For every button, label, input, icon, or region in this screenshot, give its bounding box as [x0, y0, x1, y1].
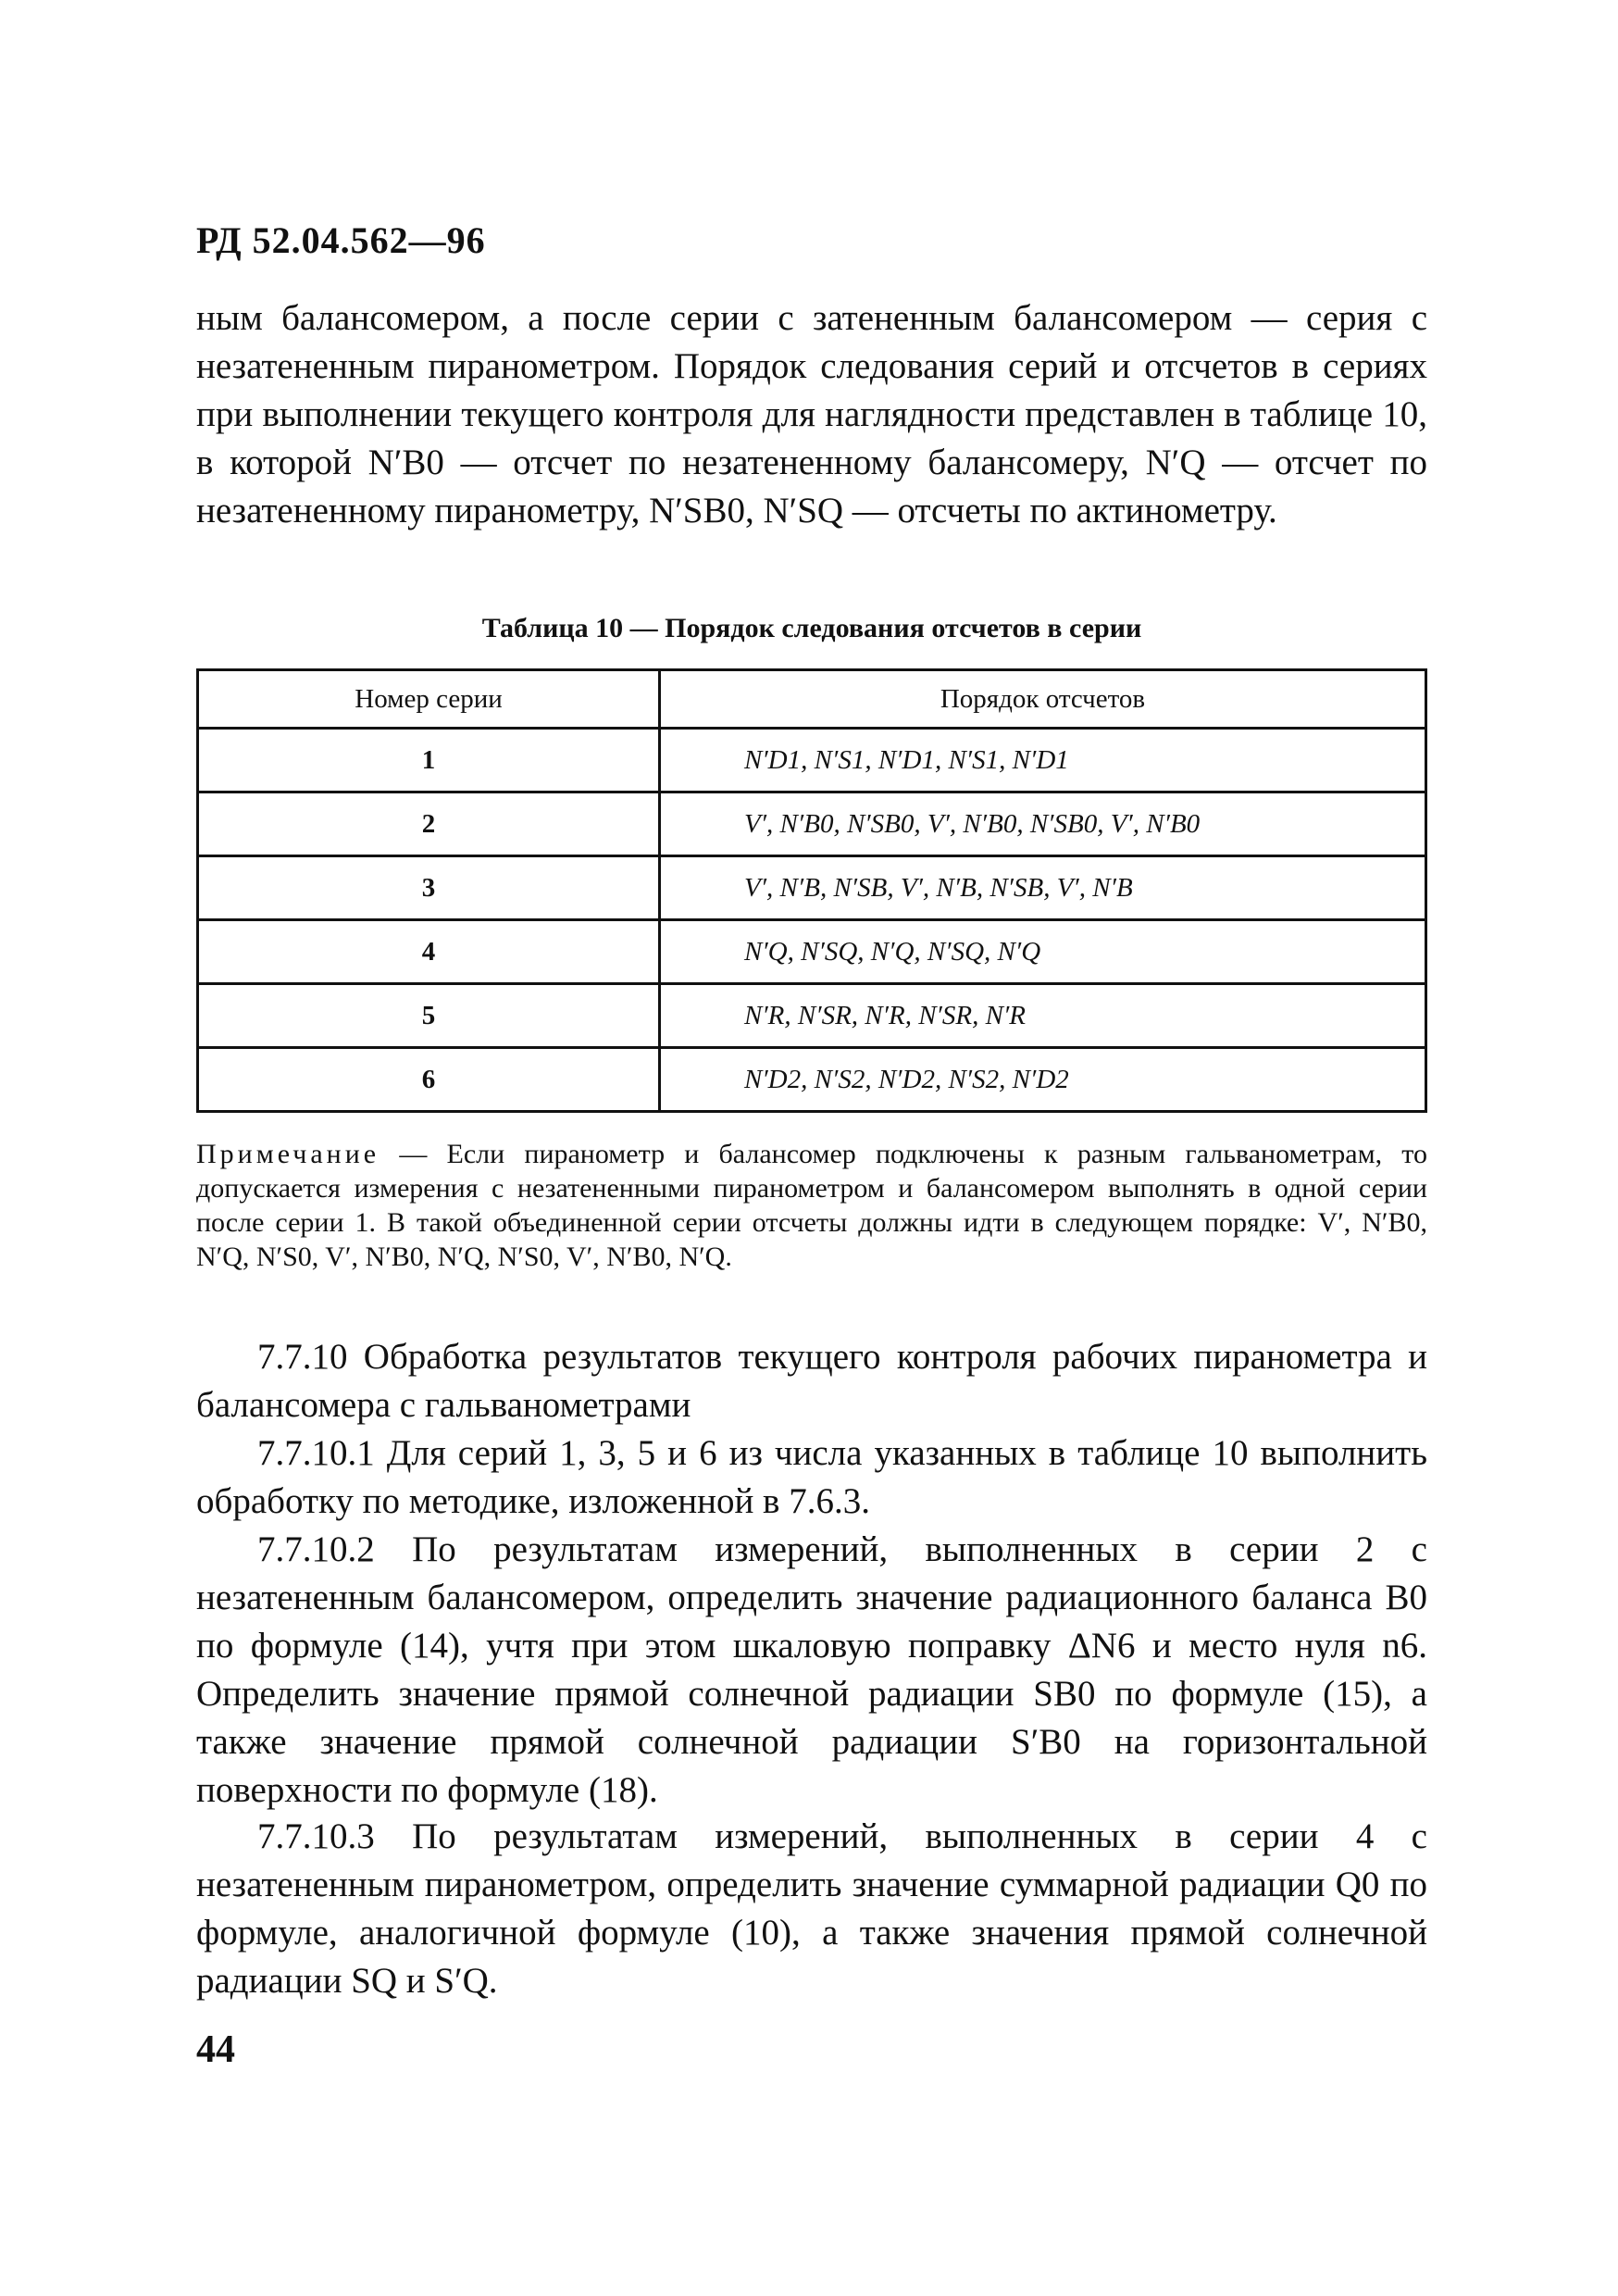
table-row [198, 984, 1426, 1048]
table-row [198, 1048, 1426, 1112]
section-7-7-10-3: 7.7.10.3 По результатам измерений, выполненных в серии 4 с незатененным пиранометром, определить значение суммарной радиации Q0 по формуле, аналогичной формуле (10), а также значения прямой солнечной радиации SQ и S′Q. [196, 1816, 1427, 2001]
table-note [196, 1137, 1427, 1274]
intro-paragraph: ным балансомером, а после серии с затененным балансомером — серия с незатененным пиранометром. Порядок следования серий и отсчетов в сериях при выполнении текущего контроля для наглядности представлен в таблице 10, в которой N′B0 — отсчет по незатененному балансомеру, N′Q — отсчет по незатененному пиранометру, N′SB0, N′SQ — отсчеты по актинометру. [196, 298, 1427, 530]
table-row [198, 729, 1426, 792]
series-number-cell: 2 [198, 792, 660, 856]
table-header-row [198, 670, 1426, 729]
table-row [198, 920, 1426, 984]
column-header-order: Порядок отсчетов [660, 670, 1426, 729]
readings-order-cell: V′, N′B0, N′SB0, V′, N′B0, N′SB0, V′, N′B0 [660, 792, 1426, 856]
section-7-7-10-2: 7.7.10.2 По результатам измерений, выполненных в серии 2 с незатененным балансомером, определить значение радиационного баланса B0 по формуле (14), учтя при этом шкаловую поправку ΔN6 и место нуля n6. Определить значение прямой солнечной радиации SB0 по формуле (15), а также значение прямой солнечной радиации S′B0 на горизонтальной поверхности по формуле (18). [196, 1529, 1427, 1810]
series-number-cell: 3 [198, 856, 660, 920]
readings-order-cell: N′Q, N′SQ, N′Q, N′SQ, N′Q [660, 920, 1426, 984]
note-label: Примечание [196, 1139, 380, 1169]
series-number-cell: 4 [198, 920, 660, 984]
section-7-7-10: 7.7.10 Обработка результатов текущего контроля рабочих пиранометра и балансомера с гальванометрами [196, 1337, 1427, 1425]
series-number-cell: 6 [198, 1048, 660, 1112]
table-row [198, 856, 1426, 920]
series-number-cell: 1 [198, 729, 660, 792]
readings-order-cell: N′R, N′SR, N′R, N′SR, N′R [660, 984, 1426, 1048]
readings-order-table [196, 668, 1427, 1113]
document-header: РД 52.04.562—96 [196, 219, 486, 261]
readings-order-cell: V′, N′B, N′SB, V′, N′B, N′SB, V′, N′B [660, 856, 1426, 920]
section-7-7-10-1: 7.7.10.1 Для серий 1, 3, 5 и 6 из числа указанных в таблице 10 выполнить обработку по методике, изложенной в 7.6.3. [196, 1433, 1427, 1521]
note-text: — Если пиранометр и балансомер подключены к разным гальванометрам, то допускается измерения с незатененными пиранометром и балансомером выполнять в одной серии после серии 1. В такой объединенной серии отсчеты должны идти в следующем порядке: V′, N′B0, N′Q, N′S0, V′, N′B0, N′Q, N′S0, V′, N′B0, N′Q. [196, 1139, 1427, 1272]
table-caption: Таблица 10 — Порядок следования отсчетов в серии [481, 613, 1142, 643]
table-row [198, 792, 1426, 856]
page-number: 44 [196, 2028, 235, 2071]
column-header-series: Номер серии [198, 670, 660, 729]
readings-order-cell: N′D1, N′S1, N′D1, N′S1, N′D1 [660, 729, 1426, 792]
readings-order-cell: N′D2, N′S2, N′D2, N′S2, N′D2 [660, 1048, 1426, 1112]
series-number-cell: 5 [198, 984, 660, 1048]
